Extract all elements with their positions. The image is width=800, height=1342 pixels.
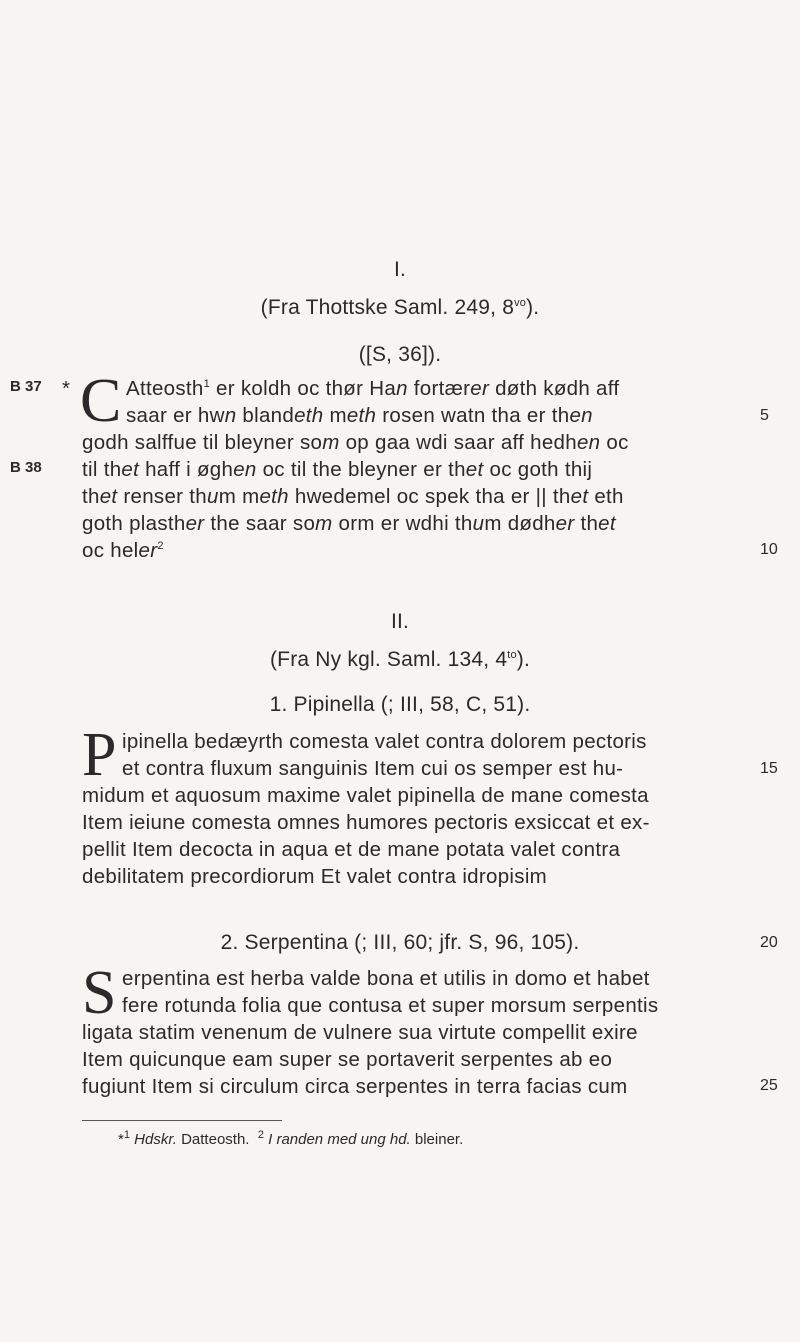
- item-1-line-2: et contra fluxum sanguinis Item cui os semper est hu-: [122, 757, 624, 780]
- footnote-ref-1: 1: [203, 378, 211, 391]
- t: orm er wdhi th: [332, 512, 473, 535]
- t: bland: [236, 404, 295, 427]
- text-line-7: [82, 538, 722, 564]
- t: en: [233, 458, 257, 481]
- t: rosen watn tha er th: [376, 404, 570, 427]
- item-2-line-4: Item quicunque eam super se portaverit serpentes ab eo: [82, 1048, 613, 1071]
- t: eth: [346, 404, 377, 427]
- item-2-line-1: erpentina est herba valde bona et utilis in domo et habet: [122, 967, 650, 990]
- margin-label-b38: B 38: [10, 459, 42, 476]
- line-number: 15: [760, 760, 778, 777]
- source-format: vo: [514, 297, 527, 309]
- t: 2: [257, 1129, 264, 1141]
- t: til th: [82, 458, 122, 481]
- t: u: [472, 512, 485, 535]
- t: m: [323, 404, 347, 427]
- t: Datteosth.: [176, 1131, 250, 1148]
- text-line-1: [126, 376, 766, 402]
- t: døth kødh aff: [489, 377, 620, 400]
- t: hwedemel oc spek tha er || th: [288, 485, 571, 508]
- t: oc: [600, 431, 629, 454]
- t: th: [82, 485, 100, 508]
- t: eth: [294, 404, 324, 427]
- line-number: 25: [760, 1077, 778, 1094]
- t: er koldh oc thør Ha: [210, 377, 397, 400]
- line-number: 20: [760, 934, 778, 951]
- item-2-line-5: fugiunt Item si circulum circa serpentes in terra facias cum: [82, 1075, 628, 1098]
- t: godh salffue til bleyner so: [82, 431, 323, 454]
- t: the saar so: [204, 512, 316, 535]
- t: er: [470, 377, 490, 400]
- source-end: ).: [526, 296, 540, 319]
- section-1-source: [0, 296, 800, 320]
- text-line-2: [126, 403, 766, 429]
- t: oc hel: [82, 539, 139, 562]
- item-1-line-6: debilitatem precordiorum Et valet contra idropisim: [82, 865, 548, 888]
- item-2-line-2: fere rotunda folia que contusa et super morsum serpentis: [122, 994, 659, 1017]
- t: Atteosth: [126, 377, 204, 400]
- t: I randen med ung hd.: [268, 1131, 411, 1148]
- dropcap-s: S: [82, 959, 117, 1027]
- t: m m: [218, 485, 260, 508]
- footnote: [118, 1131, 463, 1148]
- t: u: [207, 485, 219, 508]
- item-1-line-5: pellit Item decocta in aqua et de mane potata valet contra: [82, 838, 621, 861]
- t: en: [576, 431, 601, 454]
- footnote-ref-2: 2: [157, 540, 164, 553]
- t: fortær: [407, 377, 471, 400]
- t: oc til the bleyner er th: [256, 458, 466, 481]
- t: en: [569, 404, 593, 427]
- t: n: [396, 377, 408, 400]
- item-1-line-4: Item ieiune comesta omnes humores pectoris exsiccat et ex-: [82, 811, 650, 834]
- section-2-heading: II.: [390, 610, 410, 633]
- item-2-title: 2. Serpentina (; III, 60; jfr. S, 96, 105).: [220, 931, 580, 954]
- t: m: [322, 431, 340, 454]
- source-end: ).: [516, 648, 531, 671]
- t: goth plasth: [82, 512, 186, 535]
- t: et: [598, 512, 616, 535]
- source-text: (Fra Ny kgl. Saml. 134, 4: [269, 648, 508, 671]
- text-line-6: [82, 511, 722, 537]
- t: et: [99, 485, 118, 508]
- section-2-source: [0, 648, 800, 672]
- t: m: [315, 512, 333, 535]
- source-format: to: [507, 649, 517, 661]
- t: et: [121, 458, 140, 481]
- t: er: [555, 512, 575, 535]
- t: 1: [123, 1129, 130, 1141]
- t: Hdskr.: [134, 1131, 177, 1148]
- t: th: [574, 512, 599, 535]
- footnote-rule: [82, 1120, 282, 1121]
- item-1-line-3: midum et aquosum maxime valet pipinella de mane comesta: [82, 784, 649, 807]
- t: et: [465, 458, 484, 481]
- margin-label-b37: B 37: [10, 378, 42, 395]
- source-text: (Fra Thottske Saml. 249, 8: [260, 296, 515, 319]
- item-1-line-1: ipinella bedæyrth comesta valet contra dolorem pectoris: [122, 730, 647, 753]
- t: n: [224, 404, 237, 427]
- t: bleiner.: [410, 1131, 464, 1148]
- t: m dødh: [484, 512, 556, 535]
- section-1-heading: I.: [393, 258, 407, 281]
- t: eth: [259, 485, 289, 508]
- footnote-star-marker: *: [62, 377, 71, 400]
- dropcap-p: P: [82, 721, 117, 789]
- t: renser th: [117, 485, 208, 508]
- text-line-5: [82, 484, 722, 510]
- item-1-title: 1. Pipinella (; III, 58, C, 51).: [269, 693, 531, 716]
- t: op gaa wdi saar aff hedh: [339, 431, 577, 454]
- t: eth: [588, 485, 624, 508]
- text-line-4: [82, 457, 722, 483]
- dropcap-c: C: [80, 367, 122, 435]
- t: et: [570, 485, 589, 508]
- line-number: 10: [760, 541, 778, 558]
- t: haff i øgh: [139, 458, 234, 481]
- text-line-3: [82, 430, 722, 456]
- t: *: [118, 1131, 124, 1148]
- t: er: [185, 512, 205, 535]
- t: oc goth thij: [483, 458, 593, 481]
- t: saar er hw: [126, 404, 225, 427]
- t: er: [138, 539, 158, 562]
- line-number: 5: [760, 407, 769, 424]
- item-2-line-3: ligata statim venenum de vulnere sua virtute compellit exire: [82, 1021, 638, 1044]
- section-1-reference: ([S, 36]).: [358, 343, 442, 366]
